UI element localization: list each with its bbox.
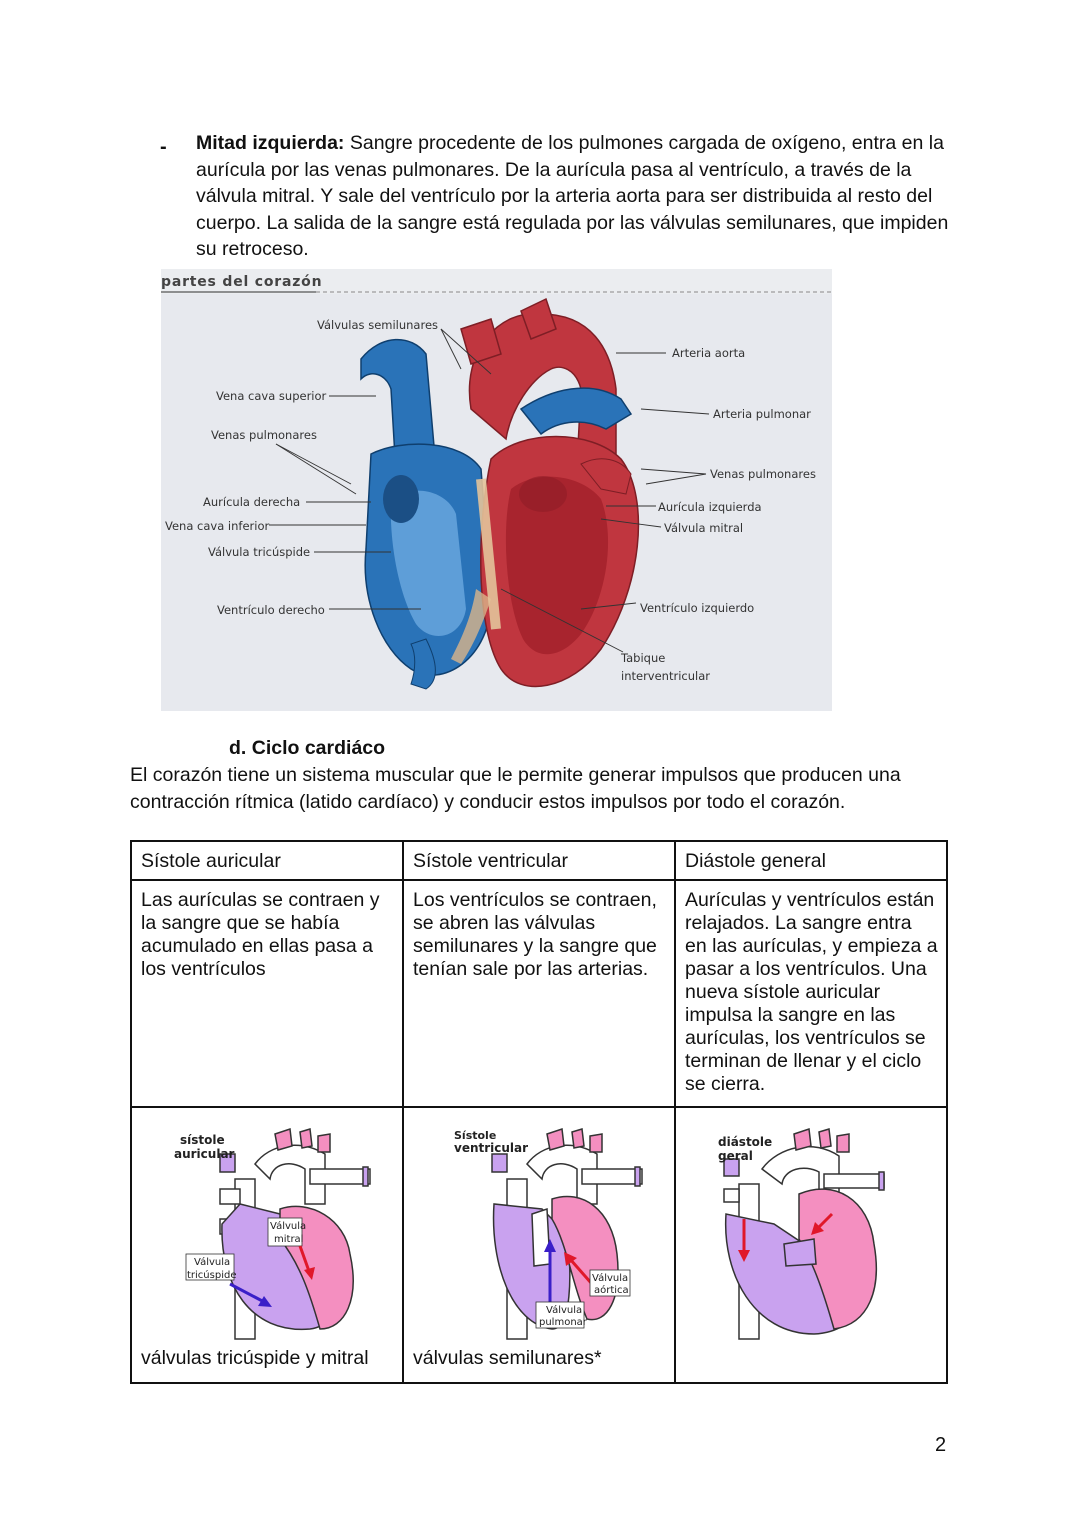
label-venas-pulmonares-right: Venas pulmonares: [710, 467, 816, 481]
diagram-label-tricuspide-1: Válvula: [194, 1256, 231, 1268]
section-title: d. Ciclo cardiáco: [229, 737, 386, 759]
diagram-diastole-general: [704, 1124, 919, 1349]
label-tabique-2: interventricular: [621, 669, 710, 683]
caption-sistole-auricular: válvulas tricúspide y mitral: [141, 1346, 369, 1369]
list-bullet: -: [160, 136, 167, 158]
desc-sistole-ventricular: Los ventrículos se contraen, se abren las válvulas semilunares y la sangre que tenían sale por las arterias.: [403, 880, 675, 1107]
caption-sistole-ventricular: válvulas semilunares*: [413, 1346, 602, 1369]
label-vena-cava-inferior: Vena cava inferior: [165, 519, 270, 533]
left-half-paragraph: [196, 130, 956, 263]
diagram-label-aortica-2: aórtica: [594, 1284, 629, 1296]
page-number: 2: [935, 1434, 947, 1456]
diagram-title-3b: geral: [718, 1148, 753, 1163]
header-sistole-ventricular: Sístole ventricular: [403, 841, 675, 880]
heart-parts-figure: [161, 269, 832, 711]
label-valvula-tricuspide: Válvula tricúspide: [208, 545, 311, 559]
label-arteria-aorta: Arteria aorta: [672, 346, 746, 360]
desc-sistole-auricular: Las aurículas se contraen y la sangre que se había acumulado en ellas pasa a los ventrículos: [131, 880, 403, 1107]
diagram-label-mitral-1: Válvula: [270, 1220, 307, 1232]
diagram-sistole-auricular: [160, 1124, 375, 1349]
header-sistole-auricular: Sístole auricular: [131, 841, 403, 880]
diagram-label-mitral-2: mitral: [274, 1233, 304, 1245]
label-ventriculo-derecho: Ventrículo derecho: [217, 603, 325, 617]
cardiac-cycle-table: [130, 840, 948, 1384]
label-valvula-mitral: Válvula mitral: [664, 521, 744, 535]
cell-diagram-sistole-auricular: [131, 1107, 403, 1383]
cell-diagram-sistole-ventricular: [403, 1107, 675, 1383]
label-valvulas-semilunares: Válvulas semilunares: [317, 318, 439, 332]
diagram-label-pulmonar-1: Válvula: [546, 1304, 583, 1316]
diagram-label-tricuspide-2: tricúspide: [187, 1269, 237, 1281]
label-venas-pulmonares-left: Venas pulmonares: [211, 428, 317, 442]
diagram-sistole-ventricular: [432, 1124, 647, 1349]
diagram-title-3a: diástole: [718, 1134, 773, 1149]
label-auricula-derecha: Aurícula derecha: [203, 495, 301, 509]
diagram-title-2b: ventricular: [454, 1140, 529, 1155]
label-vena-cava-superior: Vena cava superior: [216, 389, 327, 403]
label-tabique-1: Tabique: [621, 651, 666, 665]
cell-diagram-diastole-general: [675, 1107, 947, 1383]
left-half-text: Sangre procedente de los pulmones cargada de oxígeno, entra en la aurícula por las venas pulmonares. De la aurícula pasa al ventrículo, a través de la válvula mitral. Y sale del ventrículo por la arteria aorta para ser distribuida al resto del cuerpo. La salida de la sangre está regulada por las válvulas semilunares, que impiden su retroceso.: [196, 132, 949, 260]
figure-title: partes del corazón: [161, 274, 323, 290]
label-arteria-pulmonar: Arteria pulmonar: [713, 407, 811, 421]
left-half-term: Mitad izquierda:: [196, 132, 345, 154]
diagram-label-aortica-1: Válvula: [592, 1272, 629, 1284]
section-paragraph: El corazón tiene un sistema muscular que le permite generar impulsos que producen una contracción rítmica (latido cardíaco) y conducir estos impulsos por todo el corazón.: [130, 764, 901, 813]
label-ventriculo-izquierdo: Ventrículo izquierdo: [640, 601, 755, 615]
desc-diastole-general: Aurículas y ventrículos están relajados. La sangre entra en las aurículas, y empieza a pasar a los ventrículos. Una nueva sístole auricular impulsa la sangre en las aurículas, los ventrículos se terminan de llenar y el ciclo se cierra.: [675, 880, 947, 1107]
diagram-title-2a: Sístole: [454, 1128, 497, 1142]
header-diastole-general: Diástole general: [675, 841, 947, 880]
diagram-title-1a: sístole: [180, 1132, 225, 1147]
diagram-label-pulmonar-2: pulmonar: [539, 1316, 587, 1328]
diagram-title-1b: auricular: [174, 1146, 235, 1161]
label-auricula-izquierda: Aurícula izquierda: [658, 500, 762, 514]
